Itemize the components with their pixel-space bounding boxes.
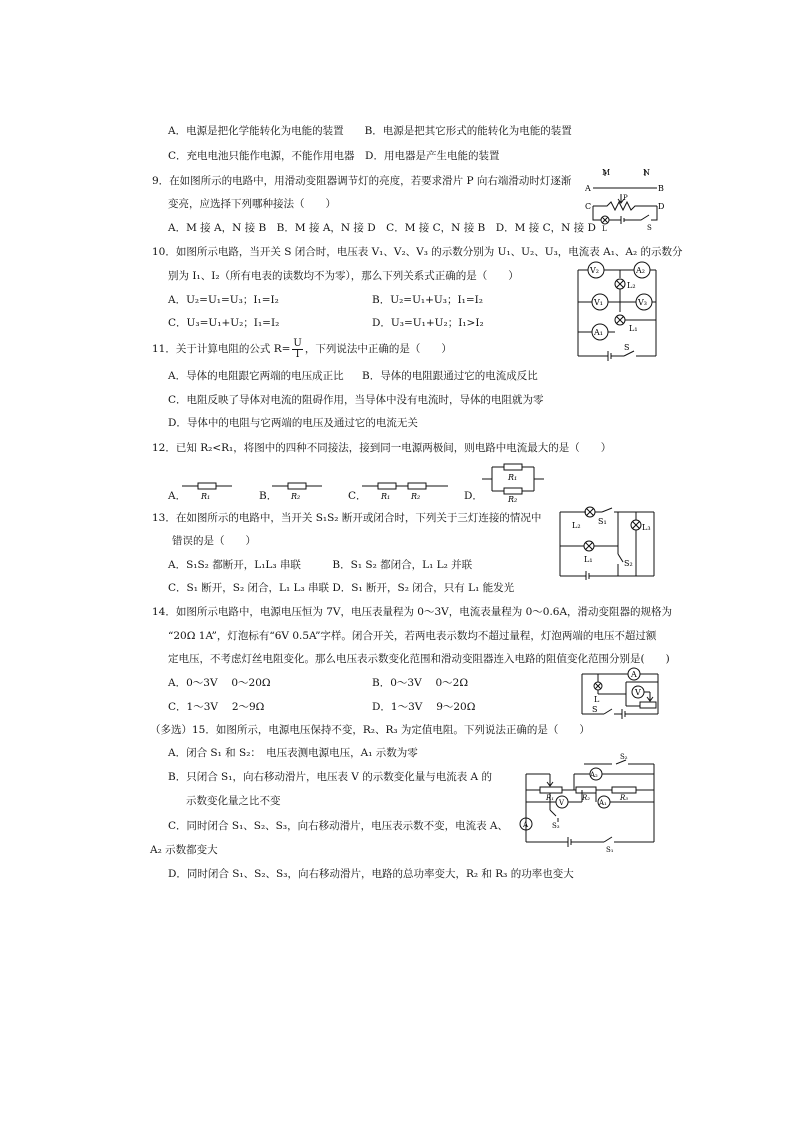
q15-r3: R₃: [620, 794, 629, 802]
q12-a-r1: R₁: [201, 492, 211, 501]
q10-circuit-diagram: [574, 258, 660, 364]
q11-stem: [152, 338, 452, 360]
q11-formula-numerator: U: [293, 337, 302, 349]
q11-option-b: B．导体的电阻跟通过它的电流成反比: [362, 370, 538, 382]
q15-meter-v: V: [559, 799, 565, 807]
q15-stem: （多选）15．如图所示，电源电压保持不变，R₂、R₃ 为定值电阻。下列说法正确的是（ ）: [150, 724, 590, 736]
q9-label-d: D: [658, 202, 665, 211]
q14-switch-s: S: [592, 705, 598, 714]
q14-circuit-diagram: [578, 664, 664, 722]
q13-stem-line2: 错误的是（ ）: [172, 535, 256, 547]
q10-option-d: D．U₃=U₁+U₂；I₁>I₂: [372, 317, 484, 329]
q15-meter-a1: A₁: [599, 799, 607, 807]
q11-formula-fraction: [292, 339, 302, 360]
q12-d-r1: R₁: [508, 473, 518, 482]
q9-stem-line1: 9．在如图所示的电路中，用滑动变阻器调节灯的亮度，若要求滑片 P 向右端滑动时灯逐渐: [152, 175, 572, 187]
q12-stem: 12．已知 R₂<R₁，将图中的四种不同接法，接到同一电源两极间，则电路中电流最大的是（ ）: [152, 442, 612, 454]
q13-stem-line1: 13．在如图所示的电路中，当开关 S₁S₂ 断开或闭合时，下列关于三灯连接的情况中: [152, 512, 542, 524]
q12-label-c: C．: [348, 490, 367, 502]
q9-label-l: L: [602, 225, 607, 232]
q10-stem-line2: 别为 I₁、I₂（所有电表的读数均不为零），那么下列关系式正确的是（ ）: [168, 270, 519, 282]
q9-label-n: N: [643, 168, 650, 177]
q13-circuit-diagram: [556, 500, 660, 580]
q15-option-b-line1: B．只闭合 S₁，向右移动滑片，电压表 V 的示数变化量与电流表 A 的: [168, 771, 492, 783]
q15-option-c-line1: C．同时闭合 S₁、S₂、S₃，向右移动滑片，电压表示数不变，电流表 A、: [168, 820, 508, 832]
q14-option-b: B．0～3V 0～2Ω: [372, 677, 469, 689]
q15-circuit-diagram: [512, 752, 662, 854]
q11-option-c: C．电阻反映了导体对电流的阻碍作用，当导体中没有电流时，导体的电阻就为零: [168, 394, 544, 406]
q10-option-a: A．U₂=U₁=U₃；I₁=I₂: [168, 294, 279, 306]
q12-d-r2: R₂: [508, 495, 518, 503]
q11-option-a: A．导体的电阻跟它两端的电压成正比: [168, 370, 344, 382]
q9-label-p: P: [623, 194, 628, 202]
q9-label-s: S: [647, 224, 652, 232]
q10-meter-v2: V₂: [590, 266, 599, 275]
q12-label-b: B．: [259, 490, 278, 502]
q12-b-r2: R₂: [291, 492, 301, 501]
q14-meter-a: A: [631, 670, 637, 679]
q13-lamp-l1: L₁: [584, 555, 593, 564]
q9-label-b: B: [658, 184, 664, 193]
q14-lamp-l: L: [594, 695, 600, 704]
q10-meter-v1: V₁: [594, 298, 603, 307]
q10-lamp-l1: L₁: [629, 324, 638, 333]
q10-meter-a1: A₁: [594, 328, 603, 337]
q13-options-cd: C．S₁ 断开，S₂ 闭合，L₁ L₃ 串联 D．S₁ 断开，S₂ 闭合，只有 L₁ 能发光: [168, 582, 515, 594]
q8-line1: A．电源是把化学能转化为电能的装置 B．电源是把其它形式的能转化为电能的装置: [168, 125, 572, 137]
q13-lamp-l2: L₂: [572, 521, 581, 530]
q14-stem-line3: 定电压，不考虑灯丝电阻变化。那么电压表示数变化范围和滑动变阻器连入电路的阻值变化范围分别是( ): [168, 653, 670, 665]
q12-c-r2: R₂: [411, 492, 421, 501]
q14-option-d: D．1～3V 9～20Ω: [372, 701, 476, 713]
q10-meter-v3: V₃: [638, 298, 647, 307]
q12-c-r1: R₁: [381, 492, 391, 501]
q13-options-ab: A．S₁S₂ 都断开，L₁L₃ 串联 B．S₁ S₂ 都闭合，L₁ L₂ 并联: [168, 559, 473, 571]
q10-option-c: C．U₃=U₁+U₂；I₁=I₂: [168, 317, 280, 329]
q13-lamp-l3: L₃: [642, 523, 651, 532]
q15-meter-a2: A₂: [590, 771, 598, 779]
q15-switch-s1: S₁: [606, 846, 614, 854]
q13-switch-s1: S₁: [598, 517, 607, 526]
q14-stem-line1: 14．如图所示电路中，电源电压恒为 7V，电压表量程为 0～3V，电流表量程为 0～0.6A，滑动变阻器的规格为: [152, 606, 673, 618]
q12-label-d: D．: [464, 490, 483, 502]
q12-label-a: A．: [168, 490, 187, 502]
q10-lamp-l2: L₂: [627, 281, 636, 290]
q12-option-b-diagram: [272, 478, 322, 502]
q9-label-c: C: [585, 202, 592, 211]
q14-stem-line2: “20Ω 1A”，灯泡标有“6V 0.5A”字样。闭合开关，若两电表示数均不超过量程，灯泡两端的电压不超过额: [168, 630, 657, 642]
q11-prefix: 11．关于计算电阻的公式 R=: [152, 343, 291, 355]
q15-r1: R₁: [546, 794, 555, 802]
q10-meter-a2: A₂: [636, 266, 645, 275]
q14-option-a: A．0～3V 0～20Ω: [168, 677, 271, 689]
q15-meter-a: A: [523, 821, 529, 829]
q11-formula-denominator: I: [295, 348, 300, 360]
q9-stem-line2: 变亮，应选择下列哪种接法（ ）: [168, 198, 336, 210]
q9-options: A．M 接 A，N 接 B B．M 接 A，N 接 D C．M 接 C，N 接 B D．M 接 C，N 接 D: [168, 222, 596, 234]
q11-option-d: D．导体中的电阻与它两端的电压及通过它的电流无关: [168, 417, 418, 429]
q10-stem-line1: 10．如图所示电路，当开关 S 闭合时，电压表 V₁、V₂、V₃ 的示数分别为 U₁、U₂、U₃，电流表 A₁、A₂ 的示数分: [152, 246, 683, 258]
q9-circuit-diagram: [585, 166, 667, 232]
q15-option-a: A．闭合 S₁ 和 S₂： 电压表测电源电压，A₁ 示数为零: [168, 747, 418, 759]
q13-switch-s2: S₂: [624, 559, 633, 568]
q11-suffix: ，下列说法中正确的是（ ）: [304, 343, 452, 355]
q15-switch-s3: S₃: [552, 822, 560, 830]
q15-r2: R₂: [582, 794, 591, 802]
q10-option-b: B．U₂=U₁+U₃；I₁=I₂: [372, 294, 483, 306]
q14-meter-v: V: [635, 688, 641, 697]
q15-option-c-line2: A₂ 示数都变大: [150, 844, 218, 856]
q12-option-a-diagram: [182, 478, 232, 502]
q12-option-d-diagram: [482, 461, 544, 503]
q15-switch-s2: S₂: [620, 753, 628, 761]
q15-option-b-line2: 示数变化量之比不变: [186, 795, 281, 807]
q14-option-c: C．1～3V 2～9Ω: [168, 701, 265, 713]
q15-option-d: D．同时闭合 S₁、S₂、S₃，向右移动滑片，电路的总功率变大，R₂ 和 R₃ 的功率也变大: [168, 868, 574, 880]
q8-line2: C．充电电池只能作电源，不能作用电器 D．用电器是产生电能的装置: [168, 150, 500, 162]
q9-label-m: M: [602, 168, 611, 177]
q12-option-c-diagram: [362, 478, 448, 502]
q10-switch-s: S: [624, 343, 630, 352]
q9-label-a: A: [585, 184, 591, 193]
